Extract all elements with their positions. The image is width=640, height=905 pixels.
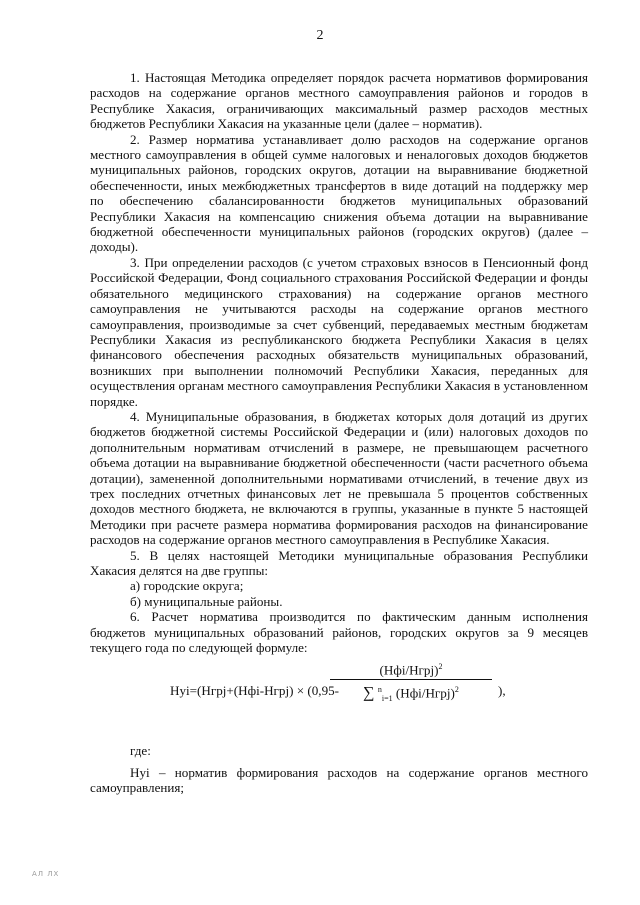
- paragraph-3: 3. При определении расходов (с учетом страховых взносов в Пенсионный фонд Российской Федерации, Фонд социального страхования Российской Федерации и фонды обязательного медицинского страхования) на содержание органов местного самоуправления не учитываются расходы на содержание органов местного самоуправления, производимые за счет субвенций, передаваемых местным бюджетам Республики Хакасия из республиканского бюджета Республики Хакасия в целях финансового обеспечения расходных обязательств муниципальных образований, возникших при выполнении полномочий Республики Хакасия, переданных для осуществления органам местного самоуправления Республики Хакасия в установленном порядке.: [90, 254, 588, 409]
- formula-tail: ),: [498, 683, 506, 699]
- numerator-base: (Нфi/Нгрj): [379, 662, 439, 678]
- formula-lhs: Нуi=(Нгрj+(Нфi-Нгрj) × (0,95-: [170, 683, 340, 699]
- document-body: [90, 70, 588, 796]
- denominator-exponent: 2: [454, 685, 459, 695]
- formula-denominator: [330, 682, 492, 706]
- sum-symbol: ∑: [363, 684, 375, 702]
- numerator-exponent: 2: [438, 662, 443, 672]
- sum-upper-limit: n: [377, 685, 382, 695]
- denominator-base: (Нфi/Нгрj): [395, 685, 455, 701]
- group-item-b: б) муниципальные районы.: [130, 593, 283, 609]
- paragraph-5: 5. В целях настоящей Методики муниципальные образования Республики Хакасия делятся на две группы:: [90, 547, 588, 578]
- paragraph-2: 2. Размер норматива устанавливает долю расходов на содержание органов местного самоуправления в общей сумме налоговых и неналоговых доходов бюджетов муниципальных районов, городских округов, дотации на выравнивание бюджетной обеспеченности, иных межбюджетных трансфертов в виде дотаций на поддержку мер по обеспечению сбалансированности бюджетов муниципальных образований Республики Хакасия на компенсацию снижения объема дотации на выравнивание бюджетной обеспеченности муниципальных районов (городских округов) (далее – доходы).: [90, 131, 588, 255]
- page-number: 2: [316, 28, 324, 43]
- fraction-bar: [330, 679, 492, 680]
- where-label: где:: [130, 743, 151, 759]
- paragraph-4: 4. Муниципальные образования, в бюджетах которых доля дотаций из других бюджетов бюджетной системы Российской Федерации и (или) налоговых доходов по дополнительным нормативам отчислений в размере, не превышающем расчетного объема дотации на выравнивание бюджетной обеспеченности (части расчетного объема дотации), замененной дополнительными нормативами отчислений, в течение двух из трех последних отчетных финансовых лет не превышала 5 процентов собственных доходов местного бюджета, не включаются в группы, указанные в пункте 5 настоящей Методики при расчете размера норматива формирования расходов на финансирование расходов на содержание органов местного самоуправления в Республике Хакасия.: [90, 408, 588, 548]
- definition-nui: Нуi – норматив формирования расходов на содержание органов местного самоуправления;: [90, 764, 588, 796]
- formula-spacer: [90, 713, 588, 743]
- formula-numerator: [330, 659, 492, 677]
- scan-corner-mark: АЛ ЛХ: [32, 870, 60, 878]
- paragraph-6: 6. Расчет норматива производится по фактическим данным исполнения бюджетов муниципальных образований районов, городских округов за 9 месяцев текущего года по следующей формуле:: [90, 609, 588, 656]
- formula-fraction: [330, 659, 492, 706]
- group-item-a: а) городские округа;: [130, 578, 244, 594]
- norm-formula: [90, 659, 588, 713]
- paragraph-1: 1. Настоящая Методика определяет порядок расчета нормативов формирования расходов на содержание органов местного самоуправления районов и городов в Республике Хакасия, ограничивающих максимальный размер расходов местных бюджетов Республики Хакасия на указанные цели (далее – норматив).: [90, 70, 588, 132]
- sum-lower-limit: i=1: [381, 694, 393, 704]
